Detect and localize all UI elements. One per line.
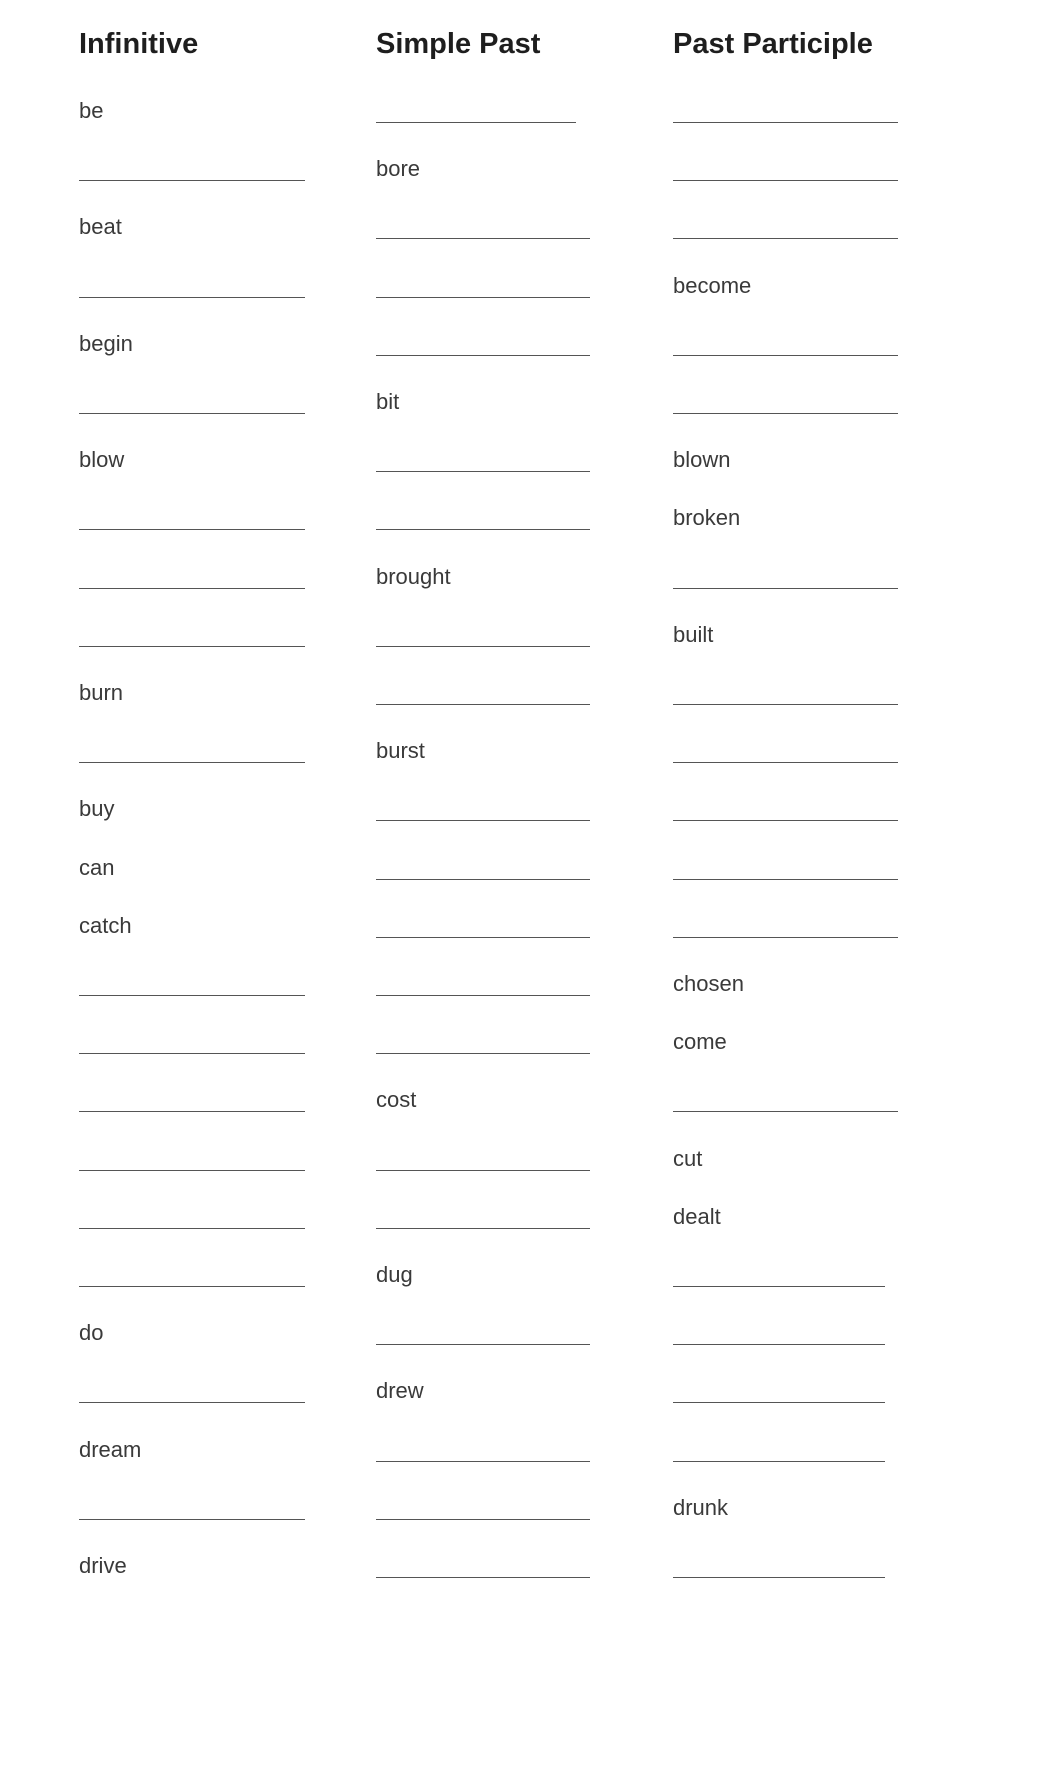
infinitive-word: catch	[79, 912, 132, 938]
verb-row	[0, 1142, 1047, 1182]
infinitive-answer-blank[interactable]	[79, 588, 305, 589]
verb-row	[0, 1374, 1047, 1414]
simple-past-answer-blank[interactable]	[376, 122, 576, 123]
simple-past-answer-blank[interactable]	[376, 1170, 590, 1171]
past-participle-answer-blank[interactable]	[673, 1286, 885, 1287]
verb-row	[0, 851, 1047, 891]
simple-past-answer-blank[interactable]	[376, 1053, 590, 1054]
verb-row	[0, 1025, 1047, 1065]
infinitive-answer-blank[interactable]	[79, 1402, 305, 1403]
infinitive-word: begin	[79, 330, 133, 356]
past-participle-answer-blank[interactable]	[673, 122, 898, 123]
simple-past-answer-blank[interactable]	[376, 1519, 590, 1520]
infinitive-answer-blank[interactable]	[79, 995, 305, 996]
infinitive-answer-blank[interactable]	[79, 180, 305, 181]
simple-past-word: bit	[376, 389, 400, 414]
verb-row	[0, 501, 1047, 541]
past-participle-answer-blank[interactable]	[673, 1577, 885, 1578]
verb-row	[0, 1549, 1047, 1589]
simple-past-answer-blank[interactable]	[376, 879, 590, 880]
past-participle-answer-blank[interactable]	[673, 1344, 885, 1345]
verb-row	[0, 1200, 1047, 1240]
infinitive-answer-blank[interactable]	[79, 1228, 305, 1229]
simple-past-answer-blank[interactable]	[376, 1461, 590, 1462]
verb-row	[0, 967, 1047, 1007]
verb-row	[0, 560, 1047, 600]
infinitive-answer-blank[interactable]	[79, 1053, 305, 1054]
infinitive-word: buy	[79, 796, 115, 822]
simple-past-answer-blank[interactable]	[376, 355, 590, 356]
verb-row	[0, 1083, 1047, 1123]
infinitive-word: beat	[79, 214, 122, 240]
infinitive-answer-blank[interactable]	[79, 762, 305, 763]
verb-row	[0, 1258, 1047, 1298]
infinitive-word: do	[79, 1320, 104, 1346]
past-participle-answer-blank[interactable]	[673, 180, 898, 181]
simple-past-word: drew	[376, 1378, 424, 1404]
verb-row	[0, 1433, 1047, 1473]
verb-row	[0, 792, 1047, 832]
past-participle-answer-blank[interactable]	[673, 588, 898, 589]
past-participle-word: come	[673, 1029, 727, 1055]
infinitive-answer-blank[interactable]	[79, 1170, 305, 1171]
infinitive-word: burn	[79, 680, 124, 705]
header-infinitive: Infinitive	[79, 28, 199, 60]
verb-row	[0, 210, 1047, 250]
past-participle-word: cut	[673, 1145, 703, 1171]
past-participle-answer-blank[interactable]	[673, 820, 898, 821]
simple-past-answer-blank[interactable]	[376, 1577, 590, 1578]
simple-past-word: bore	[376, 156, 421, 182]
past-participle-word: chosen	[673, 971, 744, 996]
past-participle-answer-blank[interactable]	[673, 413, 898, 414]
infinitive-word: can	[79, 854, 115, 880]
past-participle-answer-blank[interactable]	[673, 762, 898, 763]
verb-row	[0, 909, 1047, 949]
verb-row	[0, 385, 1047, 425]
simple-past-answer-blank[interactable]	[376, 646, 590, 647]
infinitive-word: blow	[79, 447, 125, 473]
simple-past-answer-blank[interactable]	[376, 820, 590, 821]
past-participle-word: blown	[673, 447, 731, 473]
past-participle-answer-blank[interactable]	[673, 1461, 885, 1462]
simple-past-word: dug	[376, 1262, 413, 1287]
verb-row	[0, 1316, 1047, 1356]
simple-past-answer-blank[interactable]	[376, 297, 590, 298]
past-participle-word: drunk	[673, 1494, 729, 1520]
past-participle-answer-blank[interactable]	[673, 1111, 898, 1112]
past-participle-answer-blank[interactable]	[673, 355, 898, 356]
header-simple-past: Simple Past	[376, 28, 541, 60]
infinitive-answer-blank[interactable]	[79, 1111, 305, 1112]
infinitive-answer-blank[interactable]	[79, 1519, 305, 1520]
verb-row	[0, 327, 1047, 367]
verb-row	[0, 443, 1047, 483]
simple-past-answer-blank[interactable]	[376, 1344, 590, 1345]
simple-past-answer-blank[interactable]	[376, 471, 590, 472]
past-participle-answer-blank[interactable]	[673, 937, 898, 938]
simple-past-answer-blank[interactable]	[376, 238, 590, 239]
simple-past-word: cost	[376, 1087, 417, 1113]
infinitive-word: drive	[79, 1553, 127, 1578]
past-participle-word: dealt	[673, 1203, 721, 1229]
verb-row	[0, 618, 1047, 658]
simple-past-word: brought	[376, 563, 451, 589]
infinitive-answer-blank[interactable]	[79, 297, 305, 298]
past-participle-answer-blank[interactable]	[673, 879, 898, 880]
verb-row	[0, 676, 1047, 716]
past-participle-answer-blank[interactable]	[673, 704, 898, 705]
infinitive-word: be	[79, 98, 104, 123]
verb-row	[0, 734, 1047, 774]
simple-past-answer-blank[interactable]	[376, 937, 590, 938]
simple-past-answer-blank[interactable]	[376, 1228, 590, 1229]
past-participle-answer-blank[interactable]	[673, 238, 898, 239]
past-participle-word: become	[673, 272, 752, 298]
simple-past-answer-blank[interactable]	[376, 704, 590, 705]
verb-row	[0, 1491, 1047, 1531]
verb-row	[0, 152, 1047, 192]
verb-row	[0, 94, 1047, 134]
infinitive-answer-blank[interactable]	[79, 529, 305, 530]
past-participle-answer-blank[interactable]	[673, 1402, 885, 1403]
infinitive-answer-blank[interactable]	[79, 413, 305, 414]
infinitive-word: dream	[79, 1436, 142, 1462]
past-participle-word: built	[673, 621, 714, 647]
past-participle-word: broken	[673, 505, 741, 531]
header-past-participle: Past Participle	[673, 28, 873, 60]
simple-past-answer-blank[interactable]	[376, 529, 590, 530]
infinitive-answer-blank[interactable]	[79, 646, 305, 647]
infinitive-answer-blank[interactable]	[79, 1286, 305, 1287]
simple-past-word: burst	[376, 738, 425, 764]
verb-row	[0, 269, 1047, 309]
simple-past-answer-blank[interactable]	[376, 995, 590, 996]
